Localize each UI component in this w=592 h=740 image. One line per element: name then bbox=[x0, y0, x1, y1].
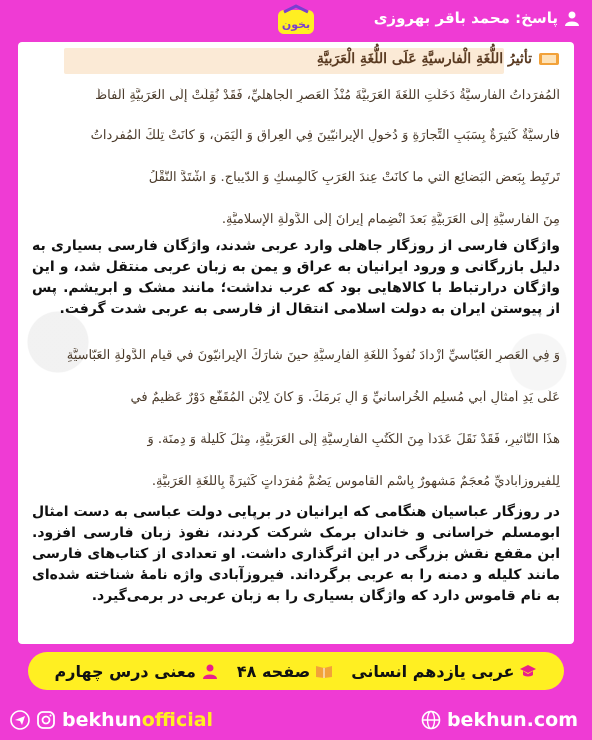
answerer-name: پاسخ: محمد باقر بهروزی bbox=[373, 9, 558, 27]
arabic-line: اَلْمُفرَداتُ الْفارسيَّةُ دَخَلَتِ اللُّغَةَ الْعَرَبيَّةَ مُنْذُ الْعَصرِ الْجاهليِّ، فَقَدْ نُقِلَتْ إلَی الْعَرَبيَّةِ أَلْفاظٌ bbox=[95, 88, 560, 103]
page-label bbox=[237, 662, 333, 681]
arabic-line: لِلْفيروزآباديِّ مُعجَمٌ مَشهورٌ بِاسْمِ الْقاموسِ يَضُمُّ مُفرَداتٍ كَثيرَةً بِاللُّغَةِ الْعَرَبيَّةِ. bbox=[151, 474, 560, 489]
arabic-line: وَ فِي الْعَصرِ الْعَبّاسيِّ ازْدادَ نُفوذُ اللُّغَةِ الْفارِسيَّةِ حينَ شارَكَ الْإيرانيّونَ في قيامِ الدَّولَةِ الْعَبّاسيَّةِ bbox=[66, 348, 560, 363]
open-book-icon bbox=[315, 663, 333, 679]
arabic-line: مِنَ الْفارسيَّةِ إلَی الْعَرَبيَّةِ بَعدَ انْضِمامِ إيرانَ إلَی الدَّولَةِ الْإسلاميَّةِ. bbox=[221, 212, 560, 227]
arabic-line: هذَا التَّأثيرِ، فَقَدْ نَقَلَ عَدَداً مِنَ الْكُتُبِ الْفارِسيَّةِ إلَی الْعَرَبيَّةِ، مِثلَ كَليلَة وَ دِمنَة. وَ bbox=[147, 432, 560, 447]
logo-text: بخون bbox=[281, 18, 311, 31]
globe-icon bbox=[421, 710, 441, 730]
telegram-icon[interactable] bbox=[10, 710, 30, 730]
lesson-card bbox=[18, 42, 574, 644]
arabic-line: تَرتَبِطُ بِبَعضِ الْبَضائِعِ الَّتي ما كانَتْ عِندَ الْعَرَبِ كَالْمِسكِ وَ الدّيباجِ. وَ اشْتَدَّ النَّقْلُ bbox=[148, 170, 560, 185]
book-icon bbox=[538, 51, 560, 67]
grade-label bbox=[351, 662, 537, 681]
website-link[interactable] bbox=[421, 709, 578, 731]
persian-translation-1: واژگان فارسی از روزگار جاهلی وارد عربی شدند، واژگان فارسی بسیاری به دلیل بازرگانی و ورود ایرانیان به عراق و یمن به زبان عربی منتقل شد، و این واژگان درارتباط با کالاهایی بود که عرب نداشت؛ مانند مشک و ابریشم. پس از پیوستن ایران به دولت اسلامی انتقال از فارسی به عربی شدت گرفت. bbox=[32, 238, 560, 317]
arabic-line: عَلَی يَدِ أَمثالِ أَبي مُسلِمٍ الْخُراسانيِّ وَ آلِ بَرمَكَ. وَ كانَ لِابْنِ الْمُقَفَّعِ دَوْرٌ عَظيمٌ في bbox=[130, 390, 560, 405]
footer bbox=[0, 700, 592, 740]
website-text: bekhun.com bbox=[446, 709, 578, 731]
instagram-icon[interactable] bbox=[36, 710, 56, 730]
social-handle[interactable] bbox=[10, 709, 213, 731]
page-text: صفحه ۴۸ bbox=[236, 661, 311, 681]
handle-main: bekhun bbox=[62, 709, 142, 731]
student-icon bbox=[201, 663, 219, 679]
lesson-heading-text: تأثيرُ اللُّغَةِ الْفارسيَّةِ عَلَی اللُّغَةِ الْعَرَبيَّةِ bbox=[316, 51, 532, 67]
graduation-cap-icon bbox=[519, 663, 537, 679]
lesson-info-bar bbox=[28, 652, 564, 690]
handle-text bbox=[62, 709, 213, 731]
grade-text: عربی یازدهم انسانی bbox=[351, 661, 515, 681]
persian-translation-2: در روزگار عباسیان هنگامی که ایرانیان در برپایی دولت عباسی به دست امثال ابومسلم خراسانی و خاندان برمک شرکت کردند، نفوذ زبان فارسی افزود. ابن مقفع نقش بزرگی در این اثرگذاری داشت. او تعدادی از کتاب‌های فارسی مانند کلیله و دمنه را به عربی برگرداند. فیروزآبادی واژه نامهٔ شناخته شده‌ای به نام قاموس دارد که واژگان بسیاری را به زبان عربی در برمی‌گیرد. bbox=[32, 504, 560, 604]
lesson-text: معنی درس چهارم bbox=[54, 661, 196, 681]
arabic-line: فارسيَّةٌ كَثيرَةٌ بِسَبَبِ التِّجارَةِ وَ دُخولِ الْإيرانيّينَ فِي الْعِراقِ وَ الْيَمَنِ، وَ كانَتْ تِلْكَ الْمُفرداتُ bbox=[90, 128, 560, 143]
answerer-credit bbox=[374, 9, 580, 27]
lesson-label bbox=[55, 662, 219, 681]
handle-suffix: official bbox=[141, 709, 214, 731]
lesson-heading bbox=[317, 51, 560, 67]
bekhun-logo bbox=[276, 4, 316, 38]
top-bar bbox=[0, 0, 592, 40]
user-icon bbox=[564, 10, 580, 26]
